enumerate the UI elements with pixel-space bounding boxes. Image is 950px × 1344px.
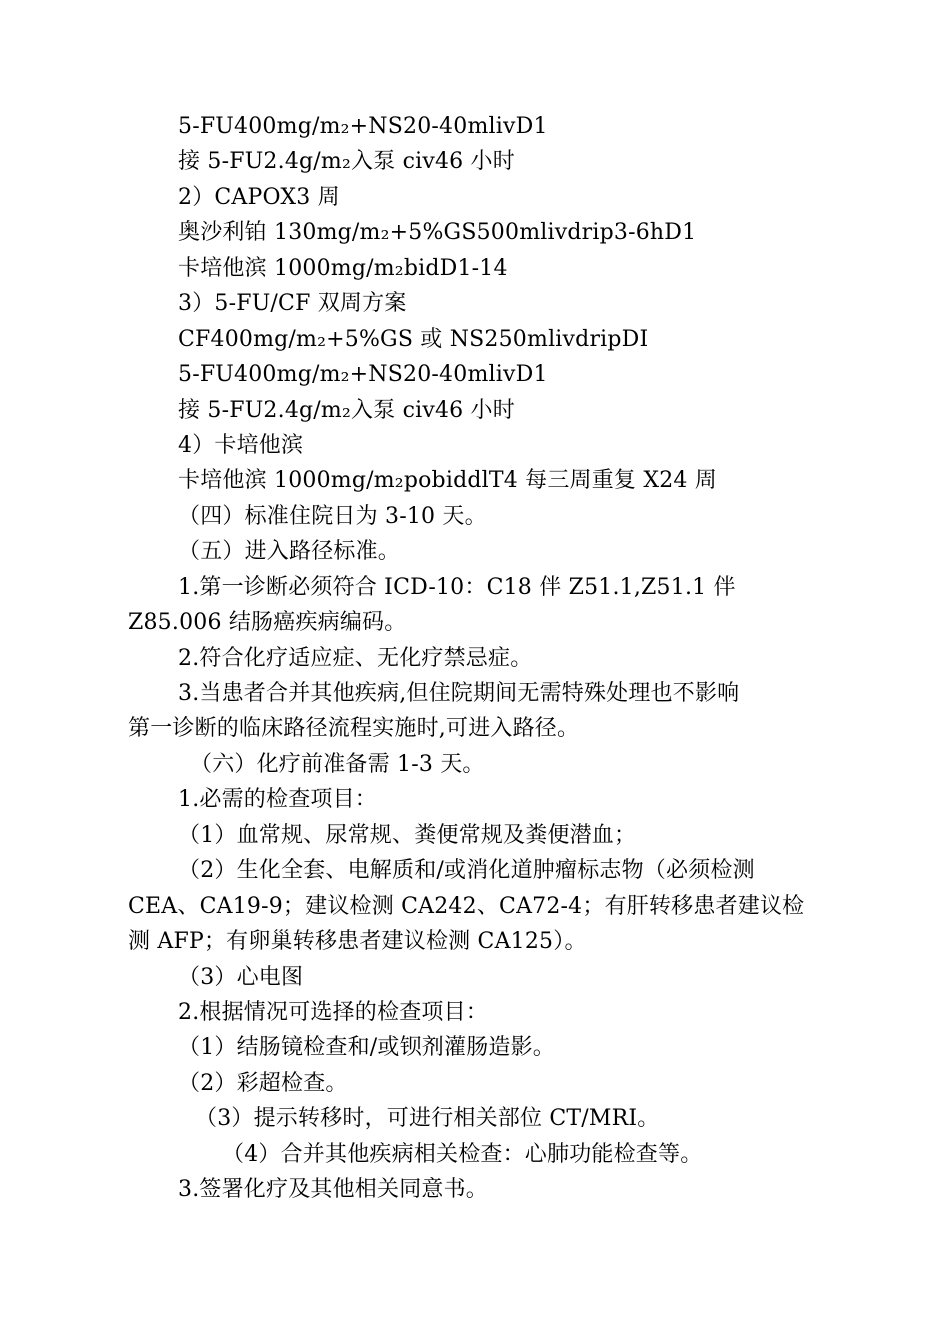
text-line: 3.当患者合并其他疾病,但住院期间无需特殊处理也不影响 — [178, 681, 740, 706]
text-line: （1）结肠镜检查和/或钡剂灌肠造影。 — [178, 1035, 556, 1060]
text-line: （2）生化全套、电解质和/或消化道肿瘤标志物（必须检测 — [178, 858, 755, 883]
text-line: 卡培他滨 1000mg/m₂pobiddlT4 每三周重复 X24 周 — [178, 468, 717, 493]
text-line: 4）卡培他滨 — [178, 433, 304, 458]
text-line: （4）合并其他疾病相关检查：心肺功能检查等。 — [222, 1142, 703, 1167]
text-line: CF400mg/m₂+5%GS 或 NS250mlivdripDI — [178, 327, 649, 352]
text-line: （1）血常规、尿常规、粪便常规及粪便潜血； — [178, 823, 637, 848]
text-line: 测 AFP；有卵巢转移患者建议检测 CA125）。 — [128, 929, 587, 954]
text-line: 1.必需的检查项目： — [178, 787, 377, 812]
text-line: 3）5-FU/CF 双周方案 — [178, 291, 407, 316]
text-line: 第一诊断的临床路径流程实施时,可进入路径。 — [128, 716, 580, 741]
text-line: 卡培他滨 1000mg/m₂bidD1-14 — [178, 256, 508, 281]
text-line: 2.符合化疗适应症、无化疗禁忌症。 — [178, 646, 533, 671]
text-line: 2.根据情况可选择的检查项目： — [178, 1000, 488, 1025]
text-line: 5-FU400mg/m₂+NS20-40mlivD1 — [178, 362, 548, 387]
section-heading: （六）化疗前准备需 1-3 天。 — [190, 752, 485, 777]
text-line: 2）CAPOX3 周 — [178, 185, 340, 210]
text-line: （3）心电图 — [178, 965, 304, 990]
text-line: （3）提示转移时，可进行相关部位 CT/MRI。 — [195, 1106, 660, 1131]
text-line: CEA、CA19-9；建议检测 CA242、CA72-4；有肝转移患者建议检 — [128, 894, 805, 919]
text-line: （2）彩超检查。 — [178, 1071, 348, 1096]
text-line: 5-FU400mg/m₂+NS20-40mlivD1 — [178, 114, 548, 139]
text-line: 奥沙利铂 130mg/m₂+5%GS500mlivdrip3-6hD1 — [178, 220, 697, 245]
text-line: 接 5-FU2.4g/m₂入泵 civ46 小时 — [178, 398, 515, 423]
section-heading: （四）标准住院日为 3-10 天。 — [178, 504, 487, 529]
text-line: 3.签署化疗及其他相关同意书。 — [178, 1177, 488, 1202]
text-line: Z85.006 结肠癌疾病编码。 — [128, 610, 407, 635]
section-heading: （五）进入路径标准。 — [178, 539, 401, 564]
text-line: 1.第一诊断必须符合 ICD-10：C18 伴 Z51.1,Z51.1 伴 — [178, 575, 736, 600]
text-line: 接 5-FU2.4g/m₂入泵 civ46 小时 — [178, 149, 515, 174]
